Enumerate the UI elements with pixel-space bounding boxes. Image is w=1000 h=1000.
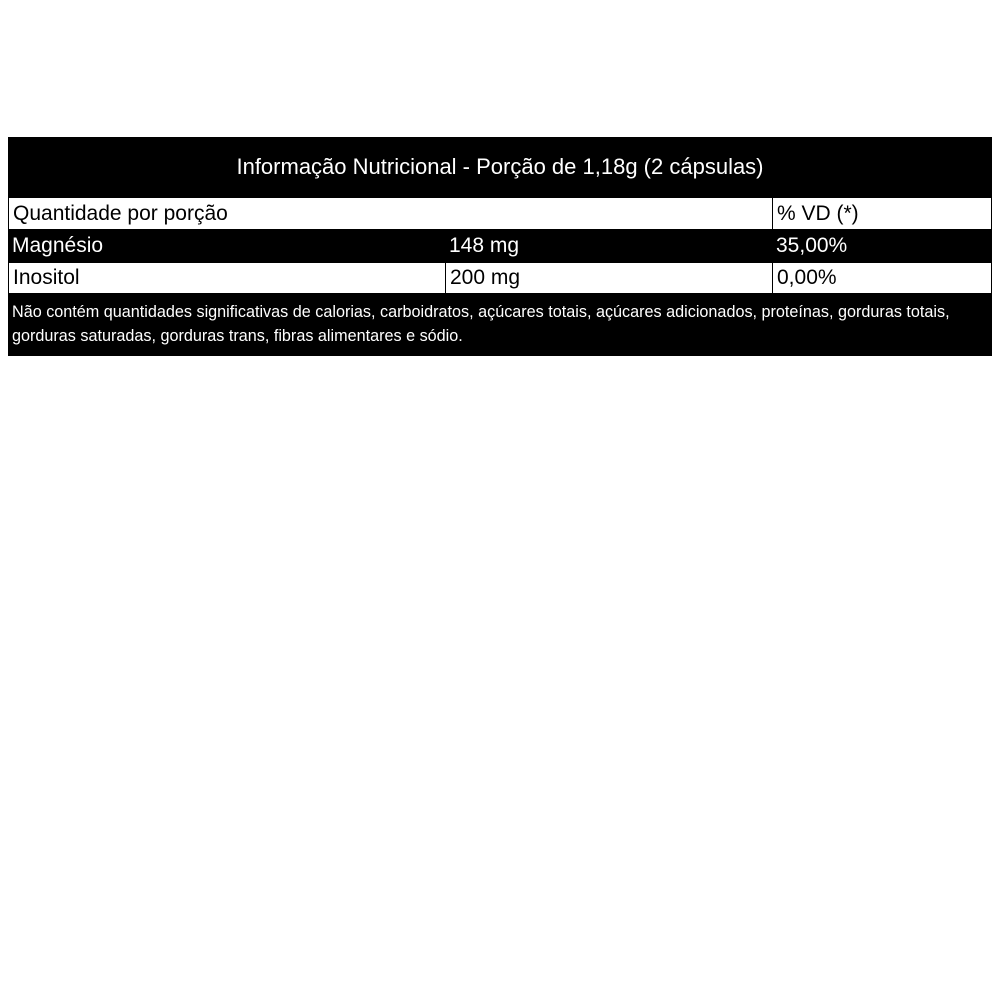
nutrient-quantity: 200 mg: [446, 263, 773, 293]
nutrient-name: Inositol: [9, 263, 446, 293]
header-daily-value: % VD (*): [777, 201, 859, 225]
table-footnote: Não contém quantidades significativas de calorias, carboidratos, açúcares totais, açúcares adicionados, proteínas, gorduras totais, gorduras saturadas, gorduras trans, fibras alimentares e sódio.: [8, 294, 992, 356]
nutrient-quantity: 148 mg: [449, 234, 520, 257]
nutrition-facts-table: [8, 137, 992, 356]
nutrient-name: Magnésio: [12, 234, 104, 257]
table-row-inositol: [8, 262, 992, 294]
table-row-magnesio: [8, 230, 992, 262]
table-header-row: [8, 197, 992, 230]
nutrient-daily-value: 35,00%: [776, 234, 848, 257]
nutrient-daily-value: 0,00%: [777, 266, 837, 289]
header-quantity-per-serving: Quantidade por porção: [9, 198, 773, 229]
table-title: Informação Nutricional - Porção de 1,18g (2 cápsulas): [8, 137, 992, 197]
